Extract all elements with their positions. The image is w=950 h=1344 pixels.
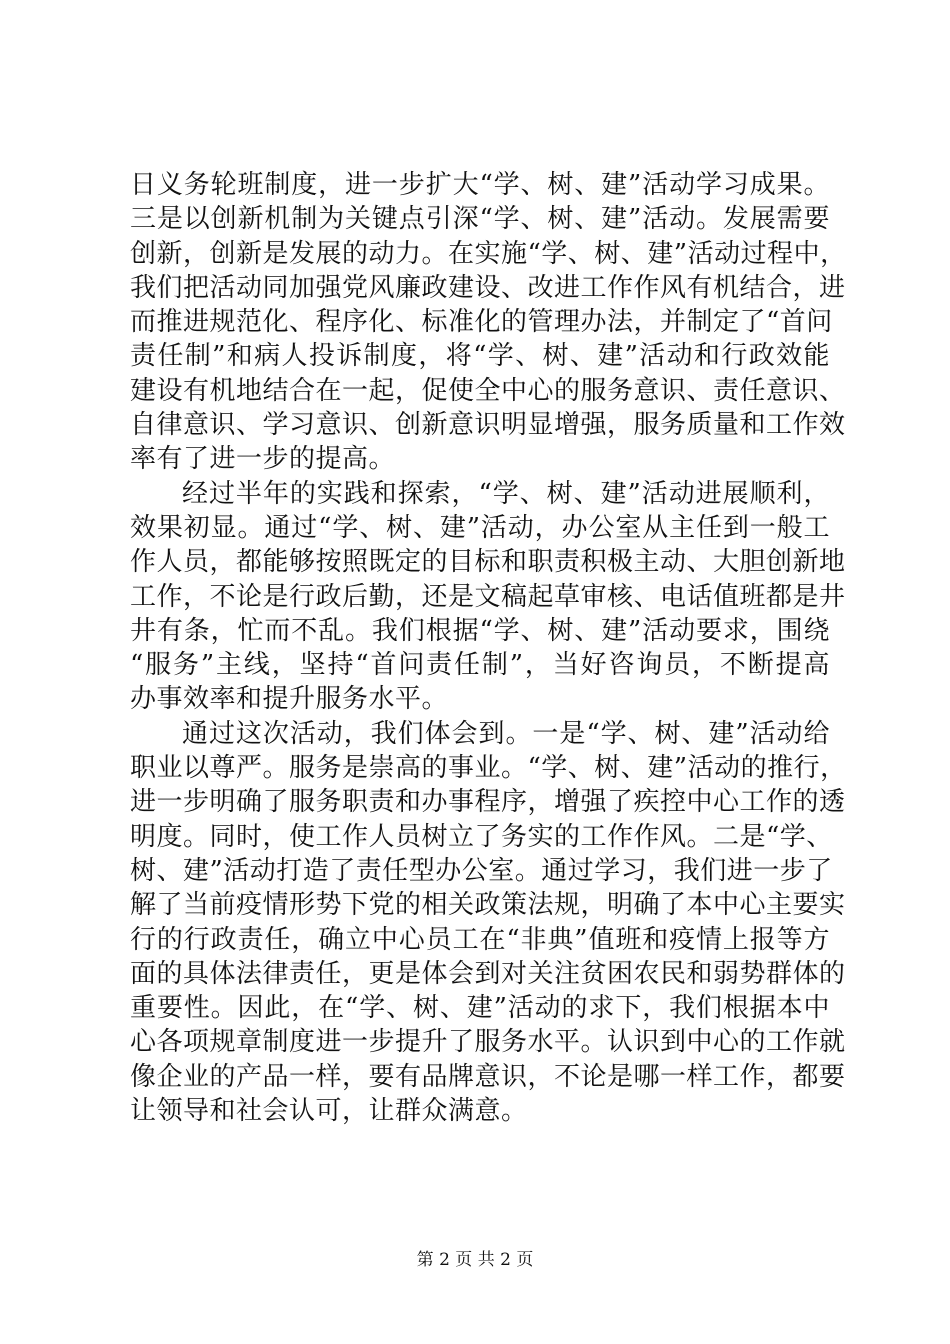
text-line: 工作，不论是行政后勤，还是文稿起草审核、电话值班都是井 [130,581,846,612]
text-line: 率有了进一步的提高。 [130,444,396,475]
text-line: 办事效率和提升服务水平。 [130,684,449,715]
text-line: 明度。同时，使工作人员树立了务实的工作作风。二是“学、 [130,821,833,852]
text-line: 行的行政责任，确立中心员工在“非典”值班和疫情上报等方 [130,924,830,955]
text-line: 自律意识、学习意识、创新意识明显增强，服务质量和工作效 [130,410,846,441]
text-line: 像企业的产品一样，要有品牌意识，不论是哪一样工作，都要 [130,1061,846,1092]
text-line: 职业以尊严。服务是崇高的事业。“学、树、建”活动的推行， [130,753,847,784]
paragraph-1 [130,168,847,477]
text-line: 解了当前疫情形势下党的相关政策法规，明确了本中心主要实 [130,890,846,921]
text-line: 责任制”和病人投诉制度，将“学、树、建”活动和行政效能 [130,341,830,372]
text-line: “服务”主线，坚持“首问责任制”，当好咨询员，不断提高 [130,650,830,681]
paragraph-3 [130,717,847,1129]
text-line: 树、建”活动打造了责任型办公室。通过学习，我们进一步了 [130,855,833,886]
text-line: 我们把活动同加强党风廉政建设、改进工作作风有机结合，进 [130,272,846,303]
text-line: 效果初显。通过“学、树、建”活动，办公室从主任到一般工 [130,512,830,543]
text-line: 井有条，忙而不乱。我们根据“学、树、建”活动要求，围绕 [130,615,830,646]
text-line: 建设有机地结合在一起，促使全中心的服务意识、责任意识、 [130,375,846,406]
text-line: 让领导和社会认可，让群众满意。 [130,1096,528,1127]
text-line: 经过半年的实践和探索，“学、树、建”活动进展顺利， [182,478,830,509]
text-line: 作人员，都能够按照既定的目标和职责积极主动、大胆创新地 [130,547,846,578]
text-line: 而推进规范化、程序化、标准化的管理办法，并制定了“首问 [130,307,833,338]
text-line: 通过这次活动，我们体会到。一是“学、树、建”活动给 [182,718,830,749]
text-line: 面的具体法律责任，更是体会到对关注贫困农民和弱势群体的 [130,958,846,989]
text-line: 重要性。因此，在“学、树、建”活动的求下，我们根据本中 [130,993,830,1024]
text-line: 心各项规章制度进一步提升了服务水平。认识到中心的工作就 [130,1027,846,1058]
text-line: 进一步明确了服务职责和办事程序，增强了疾控中心工作的透 [130,787,846,818]
document-body [130,168,847,1128]
text-line: 日义务轮班制度，进一步扩大“学、树、建”活动学习成果。 [130,170,830,200]
paragraph-2 [130,477,846,717]
page-footer: 第 2 页 共 2 页 [416,1250,534,1270]
text-line: 创新，创新是发展的动力。在实施“学、树、建”活动过程中， [130,238,847,269]
text-line: 三是以创新机制为关键点引深“学、树、建”活动。发展需要 [130,204,830,235]
